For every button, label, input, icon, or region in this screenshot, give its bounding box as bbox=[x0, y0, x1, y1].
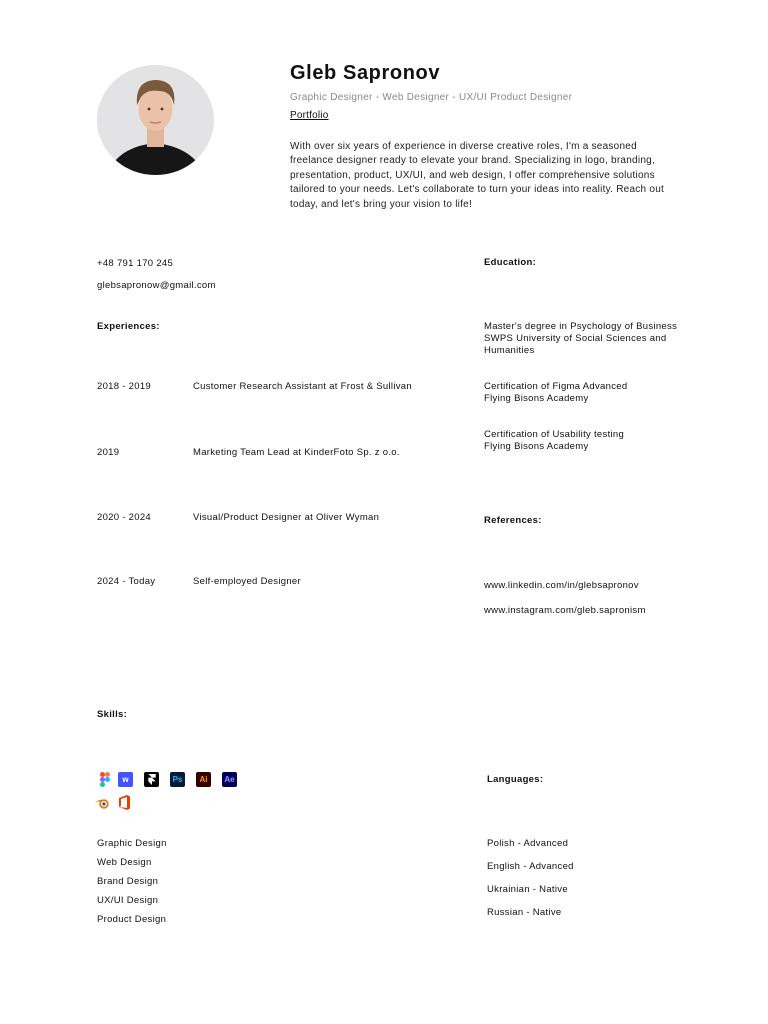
references-heading: References: bbox=[484, 515, 542, 526]
job-titles: Graphic Designer - Web Designer - UX/UI Product Designer bbox=[290, 92, 573, 103]
email-address: glebsapronow@gmail.com bbox=[97, 280, 216, 291]
experience-role: Marketing Team Lead at KinderFoto Sp. z o.o. bbox=[193, 447, 400, 458]
education-title: Master's degree in Psychology of Business bbox=[484, 321, 678, 332]
education-title: Certification of Figma Advanced bbox=[484, 381, 628, 392]
languages-heading: Languages: bbox=[487, 774, 544, 785]
office-icon bbox=[117, 795, 132, 810]
skill-item: Brand Design bbox=[97, 876, 159, 887]
experience-role: Customer Research Assistant at Frost & Sullivan bbox=[193, 381, 412, 392]
portfolio-link[interactable]: Portfolio bbox=[290, 110, 329, 121]
linkedin-link[interactable]: www.linkedin.com/in/glebsapronov bbox=[484, 580, 639, 591]
education-title: Certification of Usability testing bbox=[484, 429, 625, 440]
experience-period: 2020 - 2024 bbox=[97, 512, 152, 523]
illustrator-icon: Ai bbox=[196, 772, 211, 787]
skills-heading: Skills: bbox=[97, 709, 128, 720]
skill-item: Graphic Design bbox=[97, 838, 167, 849]
language-item: Russian - Native bbox=[487, 907, 562, 918]
skill-item: Product Design bbox=[97, 914, 167, 925]
experience-period: 2024 - Today bbox=[97, 576, 156, 587]
experience-period: 2019 bbox=[97, 447, 120, 458]
experience-role: Self-employed Designer bbox=[193, 576, 301, 587]
education-institution: SWPS University of Social Sciences and bbox=[484, 333, 667, 345]
framer-icon bbox=[144, 772, 159, 787]
profile-photo bbox=[97, 65, 214, 175]
language-item: Ukrainian - Native bbox=[487, 884, 568, 895]
education-institution: Flying Bisons Academy bbox=[484, 441, 589, 453]
blender-icon bbox=[95, 795, 110, 810]
photoshop-icon: Ps bbox=[170, 772, 185, 787]
education-heading: Education: bbox=[484, 257, 537, 268]
education-entry bbox=[484, 321, 677, 358]
experiences-heading: Experiences: bbox=[97, 321, 160, 332]
education-entry bbox=[484, 381, 627, 405]
about-text: With over six years of experience in diverse creative roles, I'm a seasoned freelance designer ready to elevate your brand. Specializing in logo, branding, presentation, product, UX/UI, and web design, I offer comprehensive solutions tailored to your needs. Let's collaborate to turn your ideas into reality. Reach out today, and let's bring your vision to life! bbox=[290, 141, 665, 210]
figma-icon bbox=[97, 772, 112, 787]
language-item: English - Advanced bbox=[487, 861, 574, 872]
education-institution: Flying Bisons Academy bbox=[484, 393, 589, 405]
skill-item: Web Design bbox=[97, 857, 152, 868]
phone-number: +48 791 170 245 bbox=[97, 258, 174, 269]
skill-item: UX/UI Design bbox=[97, 895, 159, 906]
experience-period: 2018 - 2019 bbox=[97, 381, 152, 392]
experience-role: Visual/Product Designer at Oliver Wyman bbox=[193, 512, 380, 523]
candidate-name: Gleb Sapronov bbox=[290, 62, 441, 84]
education-institution: Humanities bbox=[484, 345, 535, 357]
instagram-link[interactable]: www.instagram.com/gleb.sapronism bbox=[484, 605, 646, 616]
after-effects-icon: Ae bbox=[222, 772, 237, 787]
webflow-icon: w bbox=[118, 772, 133, 787]
language-item: Polish - Advanced bbox=[487, 838, 569, 849]
education-entry bbox=[484, 429, 624, 453]
